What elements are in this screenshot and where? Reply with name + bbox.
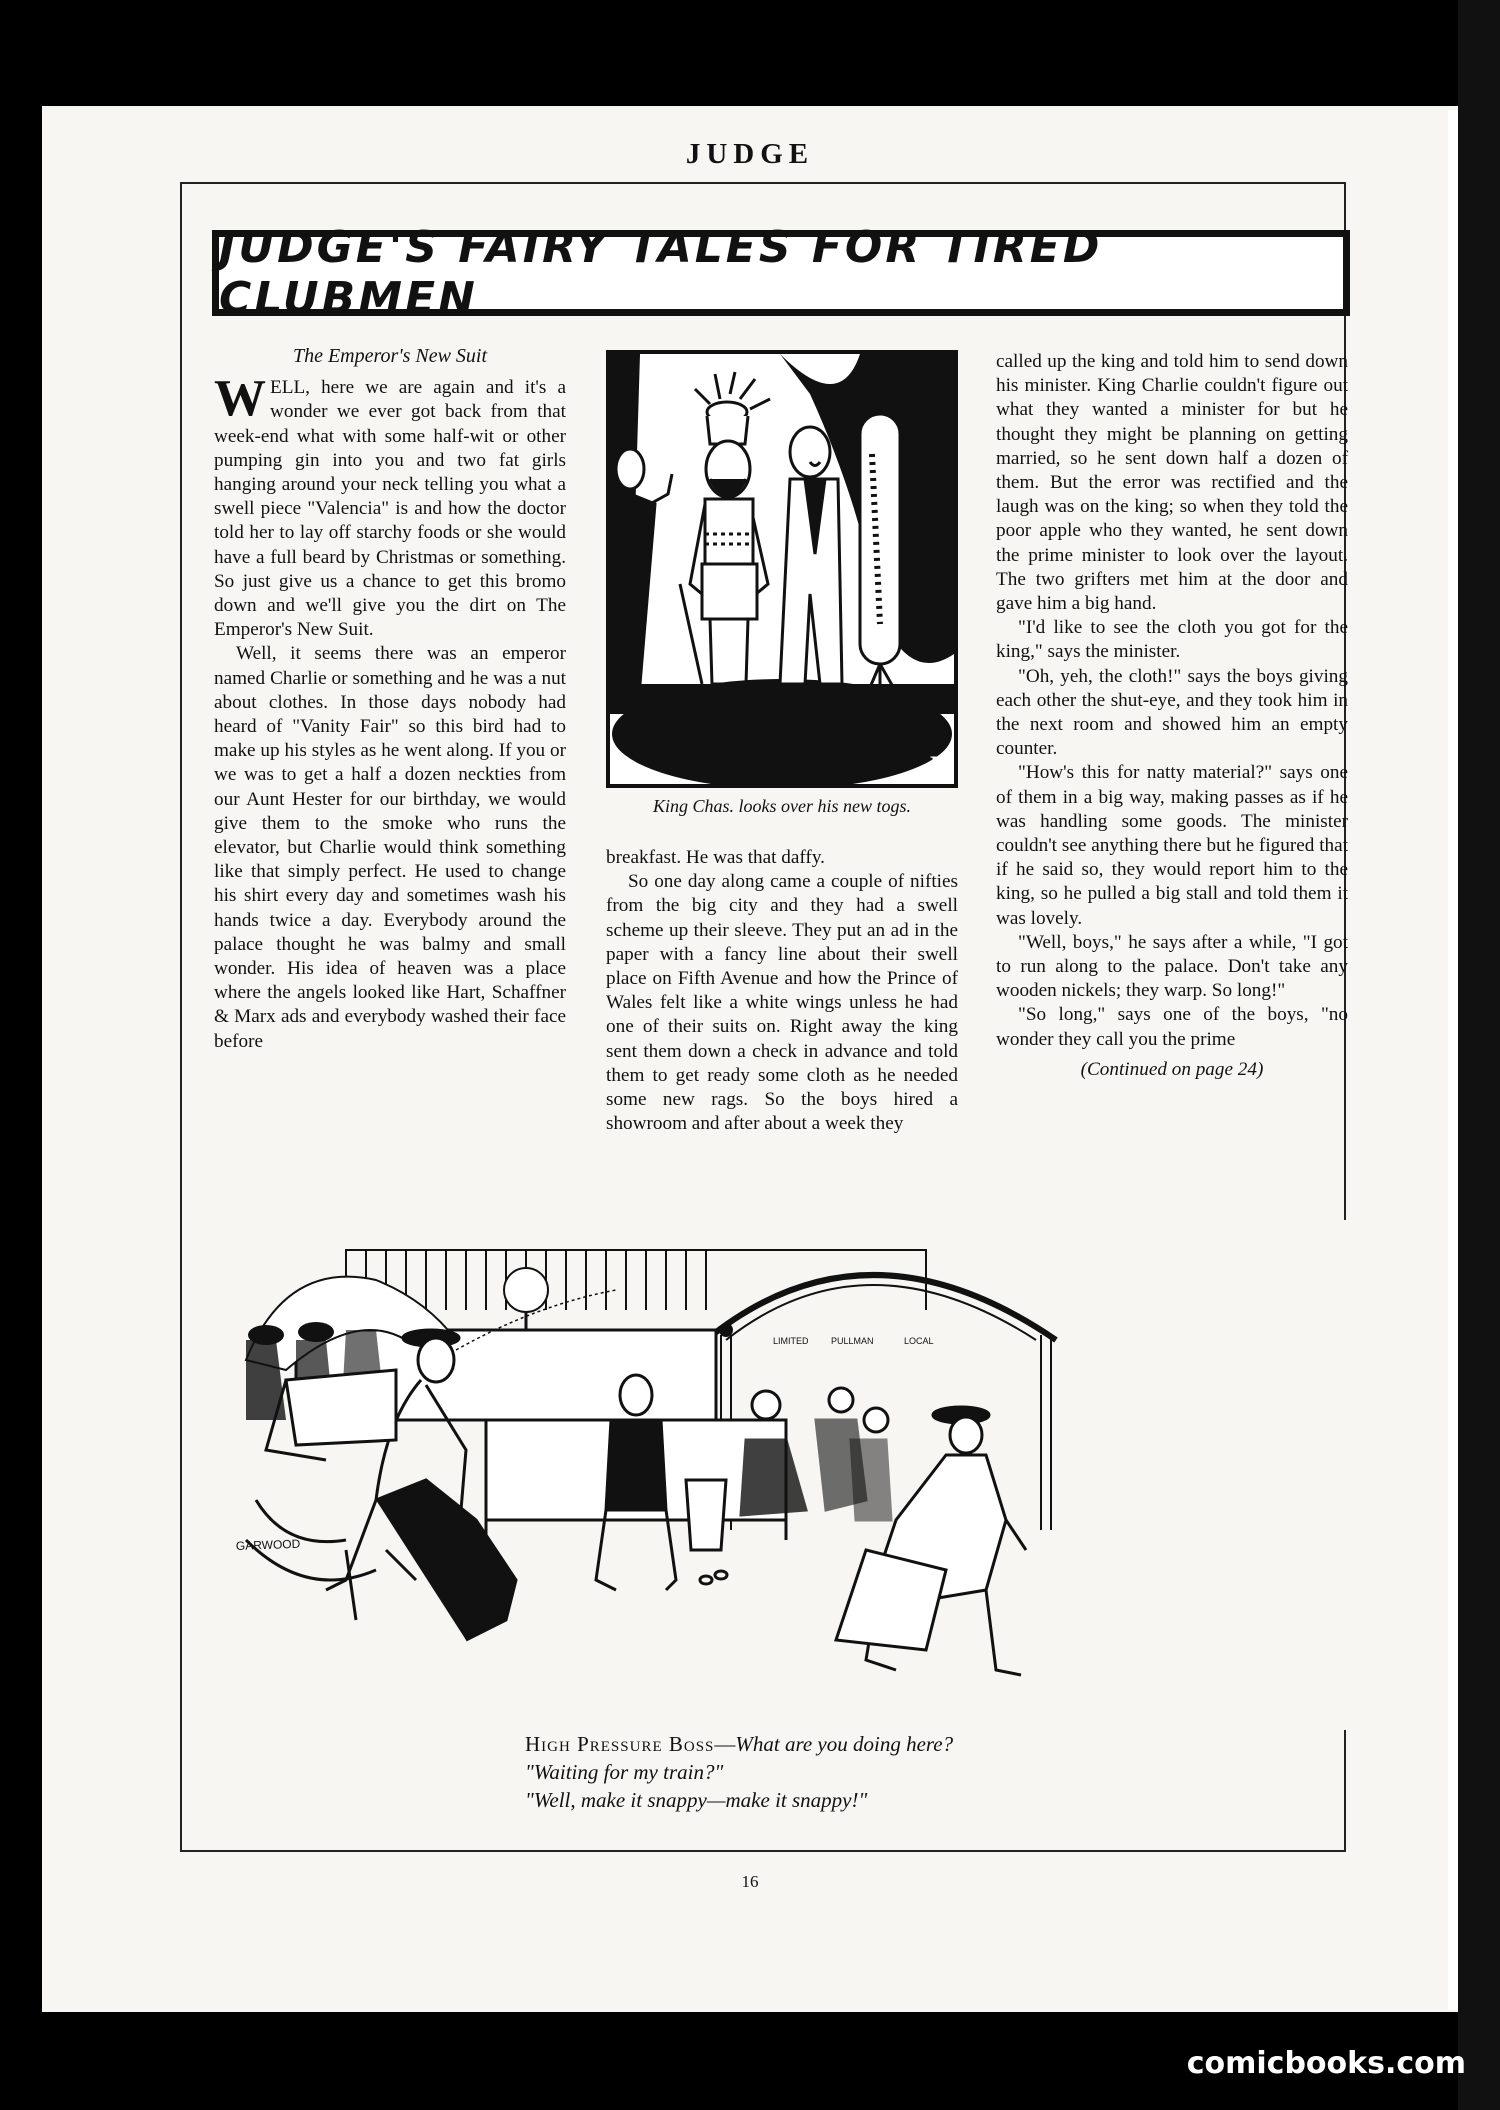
- caption-line-3: [525, 1786, 1225, 1814]
- cartoon-caption: [525, 1730, 1225, 1814]
- paragraph: Well, it seems there was an emperor named Charlie or something and he was a nut about clothes. In those days nobody had heard of "Vanity Fair" so this bird had to make up his styles as he went along. If you or we was to get a half a dozen neckties from our Aunt Hester for our birthday, we would give them to the smoke who runs the elevator, but Charlie would think something like that simply perfect. He used to change his shirt every day and sometimes wash his hands twice a day. Everybody around the palace thought he was balmy and small wonder. His idea of heaven was a place where the angels looked like Hart, Schaffner & Marx ads and everybody washed their face before: [214, 643, 566, 1052]
- paragraph-text: ELL, here we are again and it's a wonder we ever got back from that week-end what with some half-wit or other pumping gin into you and two fat girls hanging around your neck telling you what a swell piece "Valencia" is and how the doctor told her to lay off starchy foods or she would have a full beard by Christmas or something. So just give us a chance to get this bromo down and we'll give you the dirt on The Emperor's New Suit.: [214, 377, 566, 641]
- station-cartoon-art: [226, 1220, 1346, 1730]
- sign-pullman: PULLMAN: [831, 1336, 874, 1346]
- banner-inner: [216, 222, 1346, 324]
- caption-speaker: High Pressure Boss: [525, 1732, 715, 1756]
- paragraph: So one day along came a couple of nifties from the big city and they had a swell scheme up their sleeve. They put an ad in the paper with a fancy line about their swell place on Fifth Avenue and how the Prince of Wales felt like a white wings unless he had one of their suits on. Right away the king sent them down a check in advance and told them to get ready some cloth as he needed some new rags. So the boys hired a showroom and after about a week they: [606, 871, 958, 1135]
- paragraph: "I'd like to see the cloth you got for the king," says the minister.: [996, 617, 1348, 663]
- paragraph: called up the king and told him to send down his minister. King Charlie couldn't figure out what they wanted a minister for but he thought they might be planning on getting married, so he sent down half a dozen of them. But the error was rectified and the laugh was on the king; so when they told the poor apple who they wanted, he sent down the prime minister to look over the layout. The two grifters met him at the door and gave him a big hand.: [996, 351, 1348, 615]
- king-illustration-art: [610, 354, 954, 784]
- page-number: 16: [741, 1872, 759, 1891]
- paragraph: breakfast. He was that daffy.: [606, 847, 825, 868]
- text-column-2: [606, 846, 958, 1136]
- banner-title: JUDGE'S FAIRY TALES FOR TIRED CLUBMEN: [219, 222, 1103, 324]
- feature-banner: [212, 222, 1350, 324]
- paragraph: "Oh, yeh, the cloth!" says the boys giving each other the shut-eye, and they took him in the next room and showed him an empty counter.: [996, 665, 1348, 760]
- caption-line1-text: What are you doing here?: [735, 1732, 954, 1756]
- sign-local: LOCAL: [904, 1336, 934, 1346]
- paragraph: "So long," says one of the boys, "no wonder they call you the prime: [996, 1004, 1348, 1050]
- caption-line2-text: "Waiting for my train?": [525, 1760, 724, 1784]
- cartoon-station: [226, 1220, 1346, 1730]
- drop-cap: W: [214, 370, 266, 428]
- artist-mark: P: [930, 751, 946, 780]
- paragraph: [214, 370, 566, 642]
- paragraph: "How's this for natty material?" says one of them in a big way, making passes as if he was handling some goods. The minister couldn't see anything there but he figured that if he said so, they would report him to the king, so he pulled a big stall and told them it was lovely.: [996, 762, 1348, 929]
- binding-edge: [1458, 0, 1500, 2110]
- illustration-caption: King Chas. looks over his new togs.: [652, 796, 911, 816]
- text-column-1: [214, 344, 566, 1054]
- illustration-king: [606, 350, 958, 788]
- story-title: The Emperor's New Suit: [292, 345, 488, 367]
- caption-line3-text: "Well, make it snappy—make it snappy!": [525, 1788, 868, 1812]
- masthead: JUDGE: [685, 138, 815, 170]
- caption-line-2: [525, 1758, 1225, 1786]
- caption-line-1: High Pressure Boss—What are you doing here?: [525, 1732, 954, 1756]
- artist-signature: GARWOOD: [235, 1536, 301, 1553]
- page-edge: [1448, 110, 1458, 2010]
- site-watermark: comicbooks.com: [1186, 2046, 1466, 2081]
- sign-limited: LIMITED: [773, 1336, 809, 1346]
- continued-note: (Continued on page 24): [1080, 1058, 1264, 1080]
- text-column-3: [996, 350, 1348, 1082]
- paragraph: "Well, boys," he says after a while, "I got to run along to the palace. Don't take any wooden nickels; they warp. So long!": [996, 931, 1348, 1002]
